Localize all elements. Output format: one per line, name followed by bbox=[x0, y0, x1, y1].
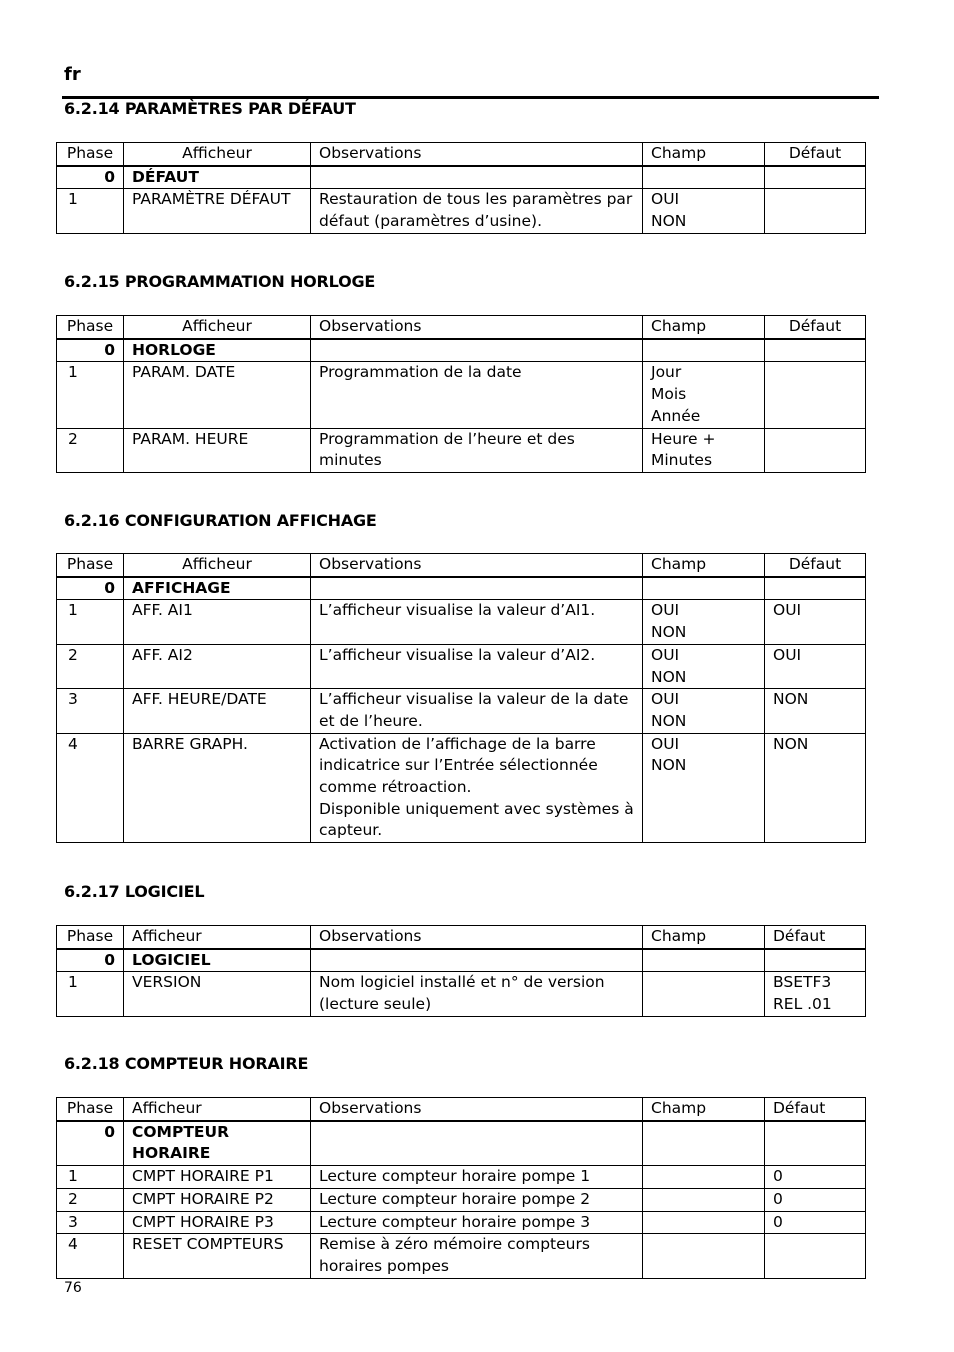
header-observations: Observations bbox=[311, 554, 643, 577]
table-group-row bbox=[57, 339, 866, 362]
cell-defaut: OUI bbox=[765, 644, 866, 688]
cell-phase: 1 bbox=[57, 600, 124, 644]
cell-phase: 2 bbox=[57, 1188, 124, 1211]
cell-observations: L’afficheur visualise la valeur de la date et de l’heure. bbox=[311, 689, 643, 733]
cell-afficheur: PARAMÈTRE DÉFAUT bbox=[124, 189, 311, 233]
cell-afficheur: VERSION bbox=[124, 972, 311, 1016]
cell-afficheur: CMPT HORAIRE P1 bbox=[124, 1166, 311, 1189]
header-champ: Champ bbox=[643, 554, 765, 577]
group-champ bbox=[643, 339, 765, 362]
cell-defaut: BSETF3 REL .01 bbox=[765, 972, 866, 1016]
cell-champ: OUI NON bbox=[643, 689, 765, 733]
group-observations bbox=[311, 577, 643, 600]
header-afficheur: Afficheur bbox=[124, 143, 311, 166]
cell-afficheur: BARRE GRAPH. bbox=[124, 733, 311, 843]
table-row bbox=[57, 733, 866, 843]
cell-phase: 2 bbox=[57, 428, 124, 472]
section-title: 6.2.18 COMPTEUR HORAIRE bbox=[64, 1054, 309, 1073]
group-defaut bbox=[765, 1121, 866, 1166]
cell-phase: 1 bbox=[57, 362, 124, 428]
header-defaut: Défaut bbox=[765, 143, 866, 166]
header-afficheur: Afficheur bbox=[124, 554, 311, 577]
table-row bbox=[57, 1234, 866, 1278]
cell-defaut: OUI bbox=[765, 600, 866, 644]
cell-champ: OUI NON bbox=[643, 600, 765, 644]
table-group-row bbox=[57, 949, 866, 972]
table-header-row bbox=[57, 554, 866, 577]
cell-defaut: NON bbox=[765, 733, 866, 843]
table-row bbox=[57, 189, 866, 233]
group-phase: 0 bbox=[57, 1121, 124, 1166]
cell-observations: Remise à zéro mémoire compteurs horaires pompes bbox=[311, 1234, 643, 1278]
table-row bbox=[57, 644, 866, 688]
group-label: LOGICIEL bbox=[124, 949, 311, 972]
cell-defaut bbox=[765, 362, 866, 428]
table-row bbox=[57, 972, 866, 1016]
cell-afficheur: AFF. AI1 bbox=[124, 600, 311, 644]
section-title: 6.2.15 PROGRAMMATION HORLOGE bbox=[64, 272, 376, 291]
group-label: COMPTEUR HORAIRE bbox=[124, 1121, 311, 1166]
header-champ: Champ bbox=[643, 1098, 765, 1121]
group-defaut bbox=[765, 166, 866, 189]
header-observations: Observations bbox=[311, 926, 643, 949]
group-defaut bbox=[765, 577, 866, 600]
section-title: 6.2.16 CONFIGURATION AFFICHAGE bbox=[64, 511, 377, 530]
cell-defaut bbox=[765, 1234, 866, 1278]
table-header-row bbox=[57, 1098, 866, 1121]
header-phase: Phase bbox=[57, 143, 124, 166]
group-observations bbox=[311, 1121, 643, 1166]
cell-defaut: 0 bbox=[765, 1211, 866, 1234]
cell-phase: 1 bbox=[57, 972, 124, 1016]
group-defaut bbox=[765, 949, 866, 972]
cell-afficheur: AFF. AI2 bbox=[124, 644, 311, 688]
table-header-row bbox=[57, 316, 866, 339]
cell-afficheur: CMPT HORAIRE P2 bbox=[124, 1188, 311, 1211]
cell-champ bbox=[643, 1234, 765, 1278]
group-champ bbox=[643, 949, 765, 972]
table-header-row bbox=[57, 143, 866, 166]
cell-observations: L’afficheur visualise la valeur d’AI1. bbox=[311, 600, 643, 644]
group-observations bbox=[311, 339, 643, 362]
cell-phase: 1 bbox=[57, 1166, 124, 1189]
header-phase: Phase bbox=[57, 316, 124, 339]
cell-champ: Jour Mois Année bbox=[643, 362, 765, 428]
cell-defaut: NON bbox=[765, 689, 866, 733]
cell-phase: 1 bbox=[57, 189, 124, 233]
header-champ: Champ bbox=[643, 316, 765, 339]
cell-afficheur: PARAM. HEURE bbox=[124, 428, 311, 472]
cell-observations: Lecture compteur horaire pompe 2 bbox=[311, 1188, 643, 1211]
cell-champ bbox=[643, 972, 765, 1016]
cell-champ bbox=[643, 1211, 765, 1234]
cell-defaut bbox=[765, 428, 866, 472]
header-defaut: Défaut bbox=[765, 554, 866, 577]
header-defaut: Défaut bbox=[765, 1098, 866, 1121]
group-phase: 0 bbox=[57, 339, 124, 362]
group-label: DÉFAUT bbox=[124, 166, 311, 189]
header-champ: Champ bbox=[643, 143, 765, 166]
cell-observations: Programmation de la date bbox=[311, 362, 643, 428]
table-group-row bbox=[57, 577, 866, 600]
cell-observations: Restauration de tous les paramètres par défaut (paramètres d’usine). bbox=[311, 189, 643, 233]
group-phase: 0 bbox=[57, 949, 124, 972]
cell-champ: Heure + Minutes bbox=[643, 428, 765, 472]
cell-phase: 3 bbox=[57, 1211, 124, 1234]
header-observations: Observations bbox=[311, 1098, 643, 1121]
table-row bbox=[57, 600, 866, 644]
header-afficheur: Afficheur bbox=[124, 926, 311, 949]
page-number: 76 bbox=[64, 1280, 82, 1296]
section-title: 6.2.14 PARAMÈTRES PAR DÉFAUT bbox=[64, 99, 356, 118]
group-champ bbox=[643, 166, 765, 189]
cell-observations: L’afficheur visualise la valeur d’AI2. bbox=[311, 644, 643, 688]
table-row bbox=[57, 1166, 866, 1189]
parameter-table bbox=[56, 142, 866, 234]
language-marker: fr bbox=[64, 64, 81, 85]
group-observations bbox=[311, 949, 643, 972]
table-row bbox=[57, 1211, 866, 1234]
table-row bbox=[57, 428, 866, 472]
table-row bbox=[57, 362, 866, 428]
parameter-table bbox=[56, 925, 866, 1017]
group-observations bbox=[311, 166, 643, 189]
header-observations: Observations bbox=[311, 316, 643, 339]
table-row bbox=[57, 689, 866, 733]
cell-champ bbox=[643, 1188, 765, 1211]
group-label: HORLOGE bbox=[124, 339, 311, 362]
header-phase: Phase bbox=[57, 926, 124, 949]
cell-defaut: 0 bbox=[765, 1188, 866, 1211]
group-champ bbox=[643, 577, 765, 600]
cell-afficheur: CMPT HORAIRE P3 bbox=[124, 1211, 311, 1234]
cell-defaut bbox=[765, 189, 866, 233]
parameter-table bbox=[56, 1097, 866, 1279]
cell-observations: Nom logiciel installé et n° de version (lecture seule) bbox=[311, 972, 643, 1016]
cell-phase: 4 bbox=[57, 1234, 124, 1278]
header-champ: Champ bbox=[643, 926, 765, 949]
cell-champ: OUI NON bbox=[643, 644, 765, 688]
table-header-row bbox=[57, 926, 866, 949]
header-defaut: Défaut bbox=[765, 926, 866, 949]
header-phase: Phase bbox=[57, 1098, 124, 1121]
header-phase: Phase bbox=[57, 554, 124, 577]
cell-afficheur: PARAM. DATE bbox=[124, 362, 311, 428]
table-group-row bbox=[57, 1121, 866, 1166]
cell-phase: 3 bbox=[57, 689, 124, 733]
section-title: 6.2.17 LOGICIEL bbox=[64, 882, 205, 901]
cell-observations: Lecture compteur horaire pompe 3 bbox=[311, 1211, 643, 1234]
cell-phase: 2 bbox=[57, 644, 124, 688]
cell-phase: 4 bbox=[57, 733, 124, 843]
cell-observations: Programmation de l’heure et des minutes bbox=[311, 428, 643, 472]
cell-champ: OUI NON bbox=[643, 733, 765, 843]
parameter-table bbox=[56, 315, 866, 473]
table-row bbox=[57, 1188, 866, 1211]
cell-afficheur: AFF. HEURE/DATE bbox=[124, 689, 311, 733]
header-observations: Observations bbox=[311, 143, 643, 166]
group-defaut bbox=[765, 339, 866, 362]
group-phase: 0 bbox=[57, 166, 124, 189]
header-afficheur: Afficheur bbox=[124, 316, 311, 339]
header-afficheur: Afficheur bbox=[124, 1098, 311, 1121]
table-group-row bbox=[57, 166, 866, 189]
cell-defaut: 0 bbox=[765, 1166, 866, 1189]
cell-observations: Lecture compteur horaire pompe 1 bbox=[311, 1166, 643, 1189]
header-defaut: Défaut bbox=[765, 316, 866, 339]
cell-afficheur: RESET COMPTEURS bbox=[124, 1234, 311, 1278]
group-phase: 0 bbox=[57, 577, 124, 600]
parameter-table bbox=[56, 553, 866, 843]
group-label: AFFICHAGE bbox=[124, 577, 311, 600]
cell-observations: Activation de l’affichage de la barre indicatrice sur l’Entrée sélectionnée comme rétroaction. Disponible uniquement avec systèmes à capteur. bbox=[311, 733, 643, 843]
cell-champ bbox=[643, 1166, 765, 1189]
group-champ bbox=[643, 1121, 765, 1166]
cell-champ: OUI NON bbox=[643, 189, 765, 233]
